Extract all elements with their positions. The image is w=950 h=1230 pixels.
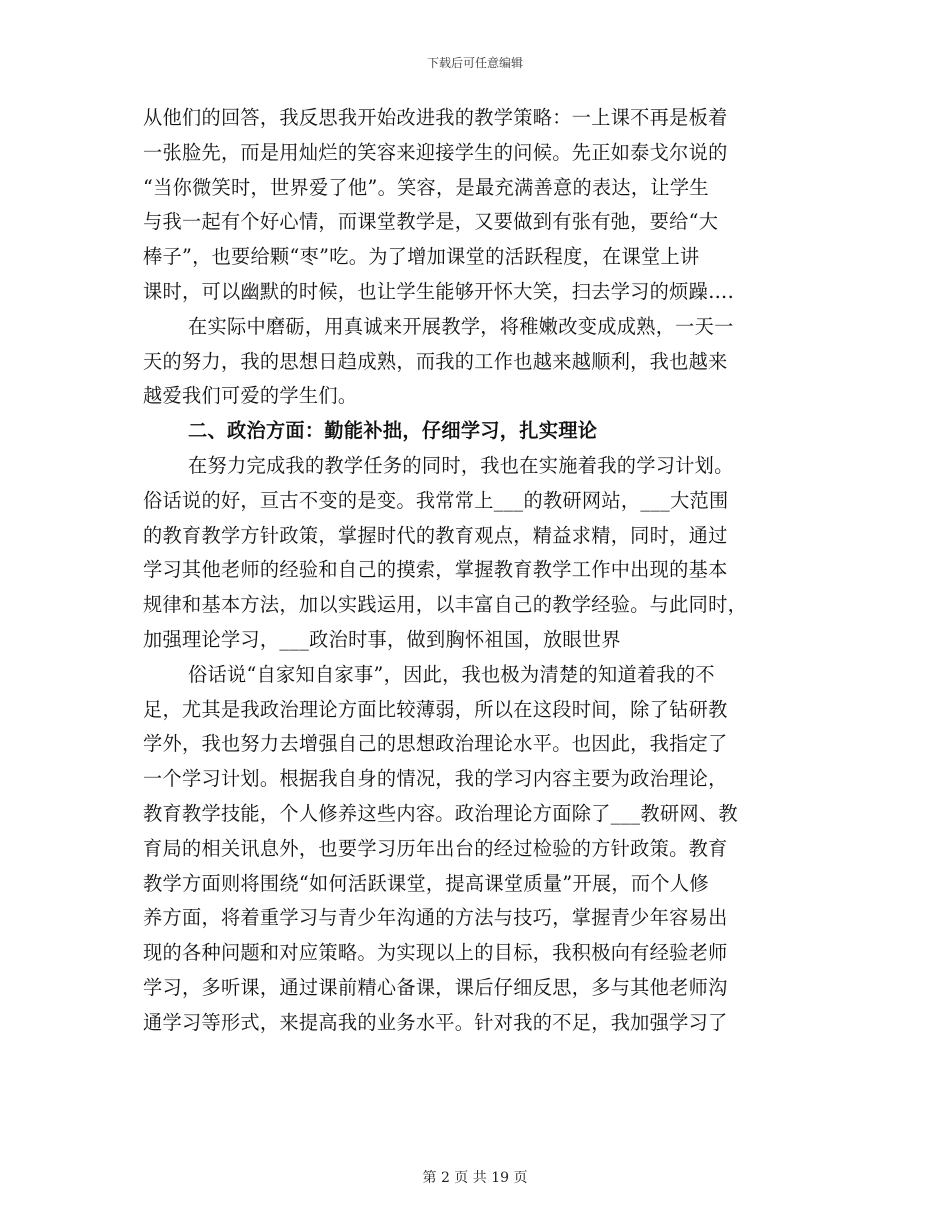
text-line: 在实际中磨砺，用真诚来开展教学，将稚嫩改变成成熟，一天一 bbox=[188, 314, 734, 338]
text-line: 养方面，将着重学习与青少年沟通的方法与技巧，掌握青少年容易出 bbox=[143, 906, 728, 930]
text-line: 加强理论学习，___政治时事，做到胸怀祖国，放眼世界 bbox=[143, 627, 621, 651]
document-body bbox=[143, 101, 808, 1041]
text-line: 教学方面则将围绕“如何活跃课堂，提高课堂质量”开展，而个人修 bbox=[143, 871, 709, 895]
text-line: 学外，我也努力去增强自己的思想政治理论水平。也因此，我指定了 bbox=[143, 732, 728, 756]
text-line: 天的努力，我的思想日趋成熟，而我的工作也越来越顺利，我也越来 bbox=[143, 349, 728, 373]
text-line: 学习其他老师的经验和自己的摸索，掌握教育教学工作中出现的基本 bbox=[143, 558, 728, 582]
text-line: 足，尤其是我政治理论方面比较薄弱，所以在这段时间，除了钻研教 bbox=[143, 697, 728, 721]
text-line: 规律和基本方法，加以实践运用，以丰富自己的教学经验。与此同时， bbox=[143, 593, 748, 617]
text-line: 越爱我们可爱的学生们。 bbox=[143, 384, 358, 408]
text-line: 俗话说的好，亘古不变的是变。我常常上___的教研网站，___大范围 bbox=[143, 488, 729, 512]
text-line: 通学习等形式，来提高我的业务水平。针对我的不足，我加强学习了 bbox=[143, 1010, 728, 1034]
text-line: 棒子”，也要给颗“枣”吃。为了增加课堂的活跃程度，在课堂上讲 bbox=[143, 245, 700, 269]
text-line: 育局的相关讯息外，也要学习历年出台的经过检验的方针政策。教育 bbox=[143, 836, 728, 860]
page-footer: 第 2 页 共 19 页 bbox=[422, 1170, 528, 1186]
text-line: 在努力完成我的教学任务的同时，我也在实施着我的学习计划。 bbox=[188, 453, 734, 477]
text-line: “当你微笑时，世界爱了他”。笑容，是最充满善意的表达，让学生 bbox=[143, 175, 709, 199]
text-line: 俗话说“自家知自家事”，因此，我也极为清楚的知道着我的不 bbox=[188, 662, 715, 686]
page-header: 下载后可任意编辑 bbox=[426, 56, 523, 70]
section-heading: 二、政治方面：勤能补拙，仔细学习，扎实理论 bbox=[188, 419, 598, 443]
text-line: 一个学习计划。根据我自身的情况，我的学习内容主要为政治理论， bbox=[143, 767, 728, 791]
text-line: 的教育教学方针政策，掌握时代的教育观点，精益求精，同时，通过 bbox=[143, 523, 728, 547]
text-line: 与我一起有个好心情，而课堂教学是，又要做到有张有弛，要给“大 bbox=[143, 210, 719, 234]
text-line: 一张脸先，而是用灿烂的笑容来迎接学生的问候。先正如泰戈尔说的 bbox=[143, 140, 728, 164]
text-line: 学习，多听课，通过课前精心备课，课后仔细反思，多与其他老师沟 bbox=[143, 975, 728, 999]
text-line: 现的各种问题和对应策略。为实现以上的目标，我积极向有经验老师 bbox=[143, 941, 728, 965]
text-line: 从他们的回答，我反思我开始改进我的教学策略：一上课不再是板着 bbox=[143, 106, 728, 129]
text-line: 教育教学技能，个人修养这些内容。政治理论方面除了___教研网、教 bbox=[143, 801, 738, 825]
text-line: 课时，可以幽默的时候，也让学生能够开怀大笑，扫去学习的烦躁…. bbox=[143, 279, 735, 303]
